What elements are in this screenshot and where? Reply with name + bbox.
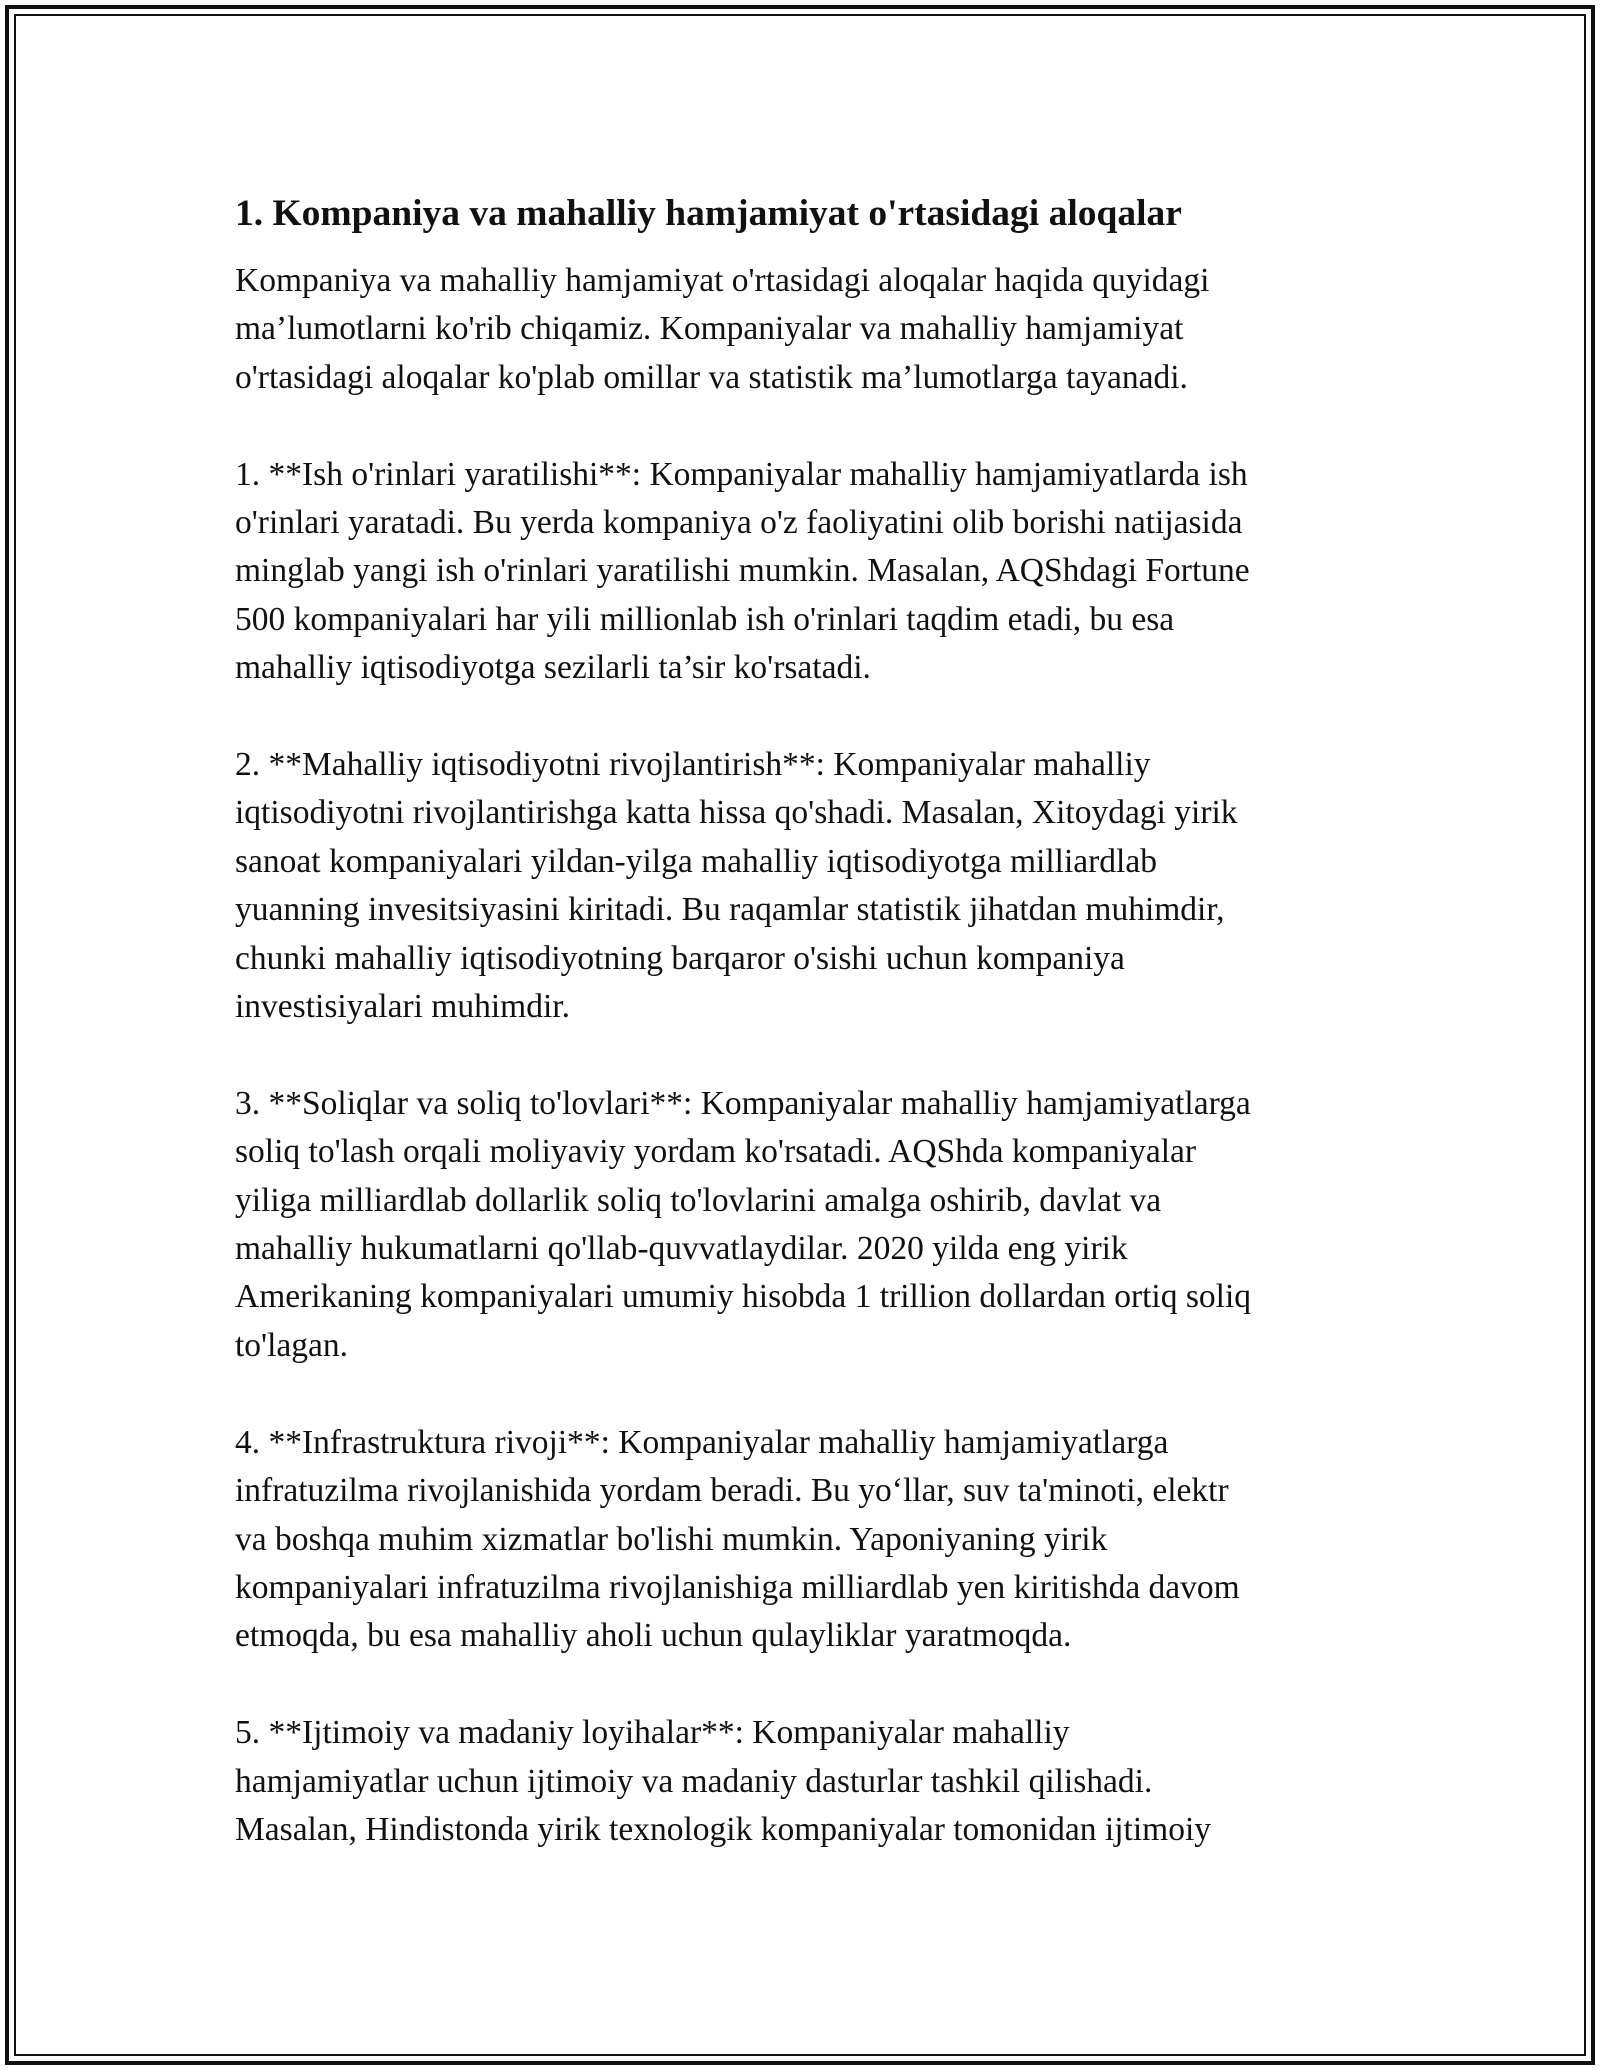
text-line: minglab yangi ish o'rinlari yaratilishi mumkin. Masalan, AQShdagi Fortune bbox=[235, 552, 1250, 590]
text-line: va boshqa muhim xizmatlar bo'lishi mumkin. Yaponiyaning yirik bbox=[235, 1520, 1108, 1558]
text-line: yiliga milliardlab dollarlik soliq to'lovlarini amalga oshirib, davlat va bbox=[235, 1181, 1162, 1219]
text-line: o'rtasidagi aloqalar ko'plab omillar va statistik ma’lumotlarga tayanadi. bbox=[235, 358, 1188, 396]
document-body bbox=[235, 185, 1365, 1903]
text-line: sanoat kompaniyalari yildan-yilga mahalliy iqtisodiyotga milliardlab bbox=[235, 842, 1157, 880]
text-line: 4. **Infrastruktura rivoji**: Kompaniyalar mahalliy hamjamiyatlarga bbox=[235, 1423, 1169, 1461]
text-line: Kompaniya va mahalliy hamjamiyat o'rtasidagi aloqalar haqida quyidagi bbox=[235, 262, 1210, 299]
text-line: o'rinlari yaratadi. Bu yerda kompaniya o'z faoliyatini olib borishi natijasida bbox=[235, 504, 1243, 542]
text-line: hamjamiyatlar uchun ijtimoiy va madaniy dasturlar tashkil qilishadi. bbox=[235, 1762, 1153, 1800]
text-line: 2. **Mahalliy iqtisodiyotni rivojlantirish**: Kompaniyalar mahalliy bbox=[235, 746, 1151, 784]
text-line: to'lagan. bbox=[235, 1326, 349, 1364]
text-line: 500 kompaniyalari har yili millionlab ish o'rinlari taqdim etadi, bu esa bbox=[235, 600, 1175, 638]
text-line: investisiyalari muhimdir. bbox=[235, 988, 570, 1026]
text-line: Amerikaning kompaniyalari umumiy hisobda 1 trillion dollardan ortiq soliq bbox=[235, 1278, 1252, 1316]
text-line: Masalan, Hindistonda yirik texnologik kompaniyalar tomonidan ijtimoiy bbox=[235, 1810, 1212, 1848]
text-line: yuanning invesitsiyasini kiritadi. Bu raqamlar statistik jihatdan muhimdir, bbox=[235, 891, 1225, 929]
text-line: infratuzilma rivojlanishida yordam beradi. Bu yo‘llar, suv ta'minoti, elektr bbox=[235, 1472, 1229, 1510]
text-line: kompaniyalari infratuzilma rivojlanishiga milliardlab yen kiritishda davom bbox=[235, 1568, 1240, 1606]
list-item-economy bbox=[235, 741, 1365, 1031]
list-item-taxes bbox=[235, 1080, 1365, 1370]
text-line: 1. **Ish o'rinlari yaratilishi**: Kompaniyalar mahalliy hamjamiyatlarda ish bbox=[235, 455, 1248, 493]
document-title: 1. Kompaniya va mahalliy hamjamiyat o'rtasidagi aloqalar bbox=[235, 193, 1182, 234]
text-line: iqtisodiyotni rivojlantirishga katta hissa qo'shadi. Masalan, Xitoydagi yirik bbox=[235, 794, 1238, 832]
text-line: 5. **Ijtimoiy va madaniy loyihalar**: Kompaniyalar mahalliy bbox=[235, 1714, 1070, 1752]
text-line: ma’lumotlarni ko'rib chiqamiz. Kompaniyalar va mahalliy hamjamiyat bbox=[235, 310, 1184, 348]
list-item-infrastructure bbox=[235, 1419, 1365, 1661]
intro-paragraph bbox=[235, 257, 1365, 402]
text-line: mahalliy iqtisodiyotga sezilarli ta’sir ko'rsatadi. bbox=[235, 649, 871, 687]
text-line: 3. **Soliqlar va soliq to'lovlari**: Kompaniyalar mahalliy hamjamiyatlarga bbox=[235, 1084, 1251, 1122]
list-item-social-cultural bbox=[235, 1709, 1365, 1854]
text-line: mahalliy hukumatlarni qo'llab-quvvatlaydilar. 2020 yilda eng yirik bbox=[235, 1230, 1128, 1268]
text-line: etmoqda, bu esa mahalliy aholi uchun qulayliklar yaratmoqda. bbox=[235, 1617, 1072, 1655]
text-line: chunki mahalliy iqtisodiyotning barqaror o'sishi uchun kompaniya bbox=[235, 939, 1125, 977]
list-item-jobs bbox=[235, 451, 1365, 693]
text-line: soliq to'lash orqali moliyaviy yordam ko'rsatadi. AQShda kompaniyalar bbox=[235, 1133, 1197, 1171]
